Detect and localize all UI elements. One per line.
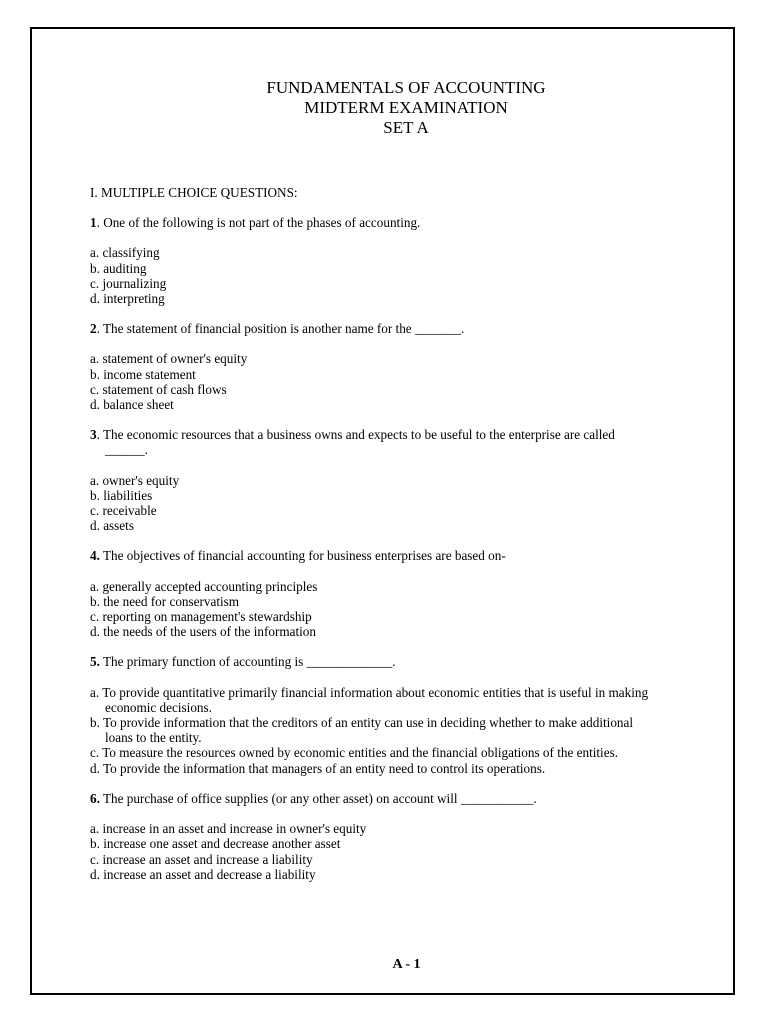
question-text: The primary function of accounting is _____________. bbox=[99, 654, 396, 670]
question-number: 2 bbox=[90, 321, 97, 337]
option: b. income statement bbox=[90, 366, 196, 382]
option: a. classifying bbox=[90, 245, 160, 261]
exam-content bbox=[90, 185, 650, 897]
question-3-options bbox=[90, 473, 650, 534]
option: d. To provide the information that managers of an entity need to control its operations. bbox=[90, 760, 546, 776]
option: d. assets bbox=[90, 518, 134, 534]
question-text: . One of the following is not part of the phases of accounting. bbox=[96, 215, 421, 231]
option: b. the need for conservatism bbox=[90, 593, 240, 609]
option: b. auditing bbox=[90, 260, 147, 276]
option: c. reporting on management's stewardship bbox=[90, 609, 312, 625]
exam-subtitle: MIDTERM EXAMINATION bbox=[304, 98, 508, 117]
option: a. statement of owner's equity bbox=[90, 351, 248, 367]
section-title: I. MULTIPLE CHOICE QUESTIONS: bbox=[90, 185, 298, 200]
question-4-options bbox=[90, 579, 650, 640]
option: a. increase in an asset and increase in owner's equity bbox=[90, 821, 367, 837]
option: d. increase an asset and decrease a liability bbox=[90, 866, 316, 882]
option: d. balance sheet bbox=[90, 397, 174, 413]
question-6 bbox=[90, 791, 650, 806]
question-number: 3 bbox=[90, 427, 97, 443]
question-5 bbox=[90, 654, 650, 669]
option: d. interpreting bbox=[90, 291, 165, 307]
option: c. receivable bbox=[90, 503, 157, 519]
question-text: . The statement of financial position is another name for the _______. bbox=[96, 321, 465, 337]
option: c. increase an asset and increase a liability bbox=[90, 851, 313, 867]
question-5-options bbox=[90, 685, 650, 776]
exam-set: SET A bbox=[383, 118, 429, 137]
exam-header bbox=[0, 78, 768, 138]
option: d. the needs of the users of the information bbox=[90, 624, 316, 640]
option: a. owner's equity bbox=[90, 472, 180, 488]
question-3 bbox=[90, 427, 650, 457]
page-number: A - 1 bbox=[392, 957, 421, 972]
option: c. statement of cash flows bbox=[90, 381, 227, 397]
question-number: 5. bbox=[90, 654, 100, 670]
question-2 bbox=[90, 321, 650, 336]
option: c. journalizing bbox=[90, 275, 167, 291]
option: c. To measure the resources owned by economic entities and the financial obligations of the entities. bbox=[90, 745, 619, 761]
option: a. generally accepted accounting principles bbox=[90, 578, 318, 594]
question-text: The objectives of financial accounting for business enterprises are based on- bbox=[99, 548, 506, 564]
question-text: . The economic resources that a business owns and expects to be useful to the enterprise are called ______. bbox=[96, 427, 615, 458]
question-1-options bbox=[90, 245, 650, 306]
exam-title: FUNDAMENTALS OF ACCOUNTING bbox=[266, 78, 546, 97]
question-6-options bbox=[90, 821, 650, 882]
question-1 bbox=[90, 215, 650, 230]
option: b. increase one asset and decrease another asset bbox=[90, 836, 341, 852]
question-2-options bbox=[90, 351, 650, 412]
question-number: 1 bbox=[90, 215, 97, 231]
option: a. To provide quantitative primarily financial information about economic entities that is useful in making economic decisions. bbox=[90, 684, 649, 715]
option: b. liabilities bbox=[90, 487, 153, 503]
question-4 bbox=[90, 548, 650, 563]
question-number: 6. bbox=[90, 790, 100, 806]
question-number: 4. bbox=[90, 548, 100, 564]
question-text: The purchase of office supplies (or any other asset) on account will ___________. bbox=[99, 790, 537, 806]
option: b. To provide information that the creditors of an entity can use in deciding whether to make additional loans to the entity. bbox=[90, 715, 634, 746]
page-footer bbox=[0, 957, 768, 973]
